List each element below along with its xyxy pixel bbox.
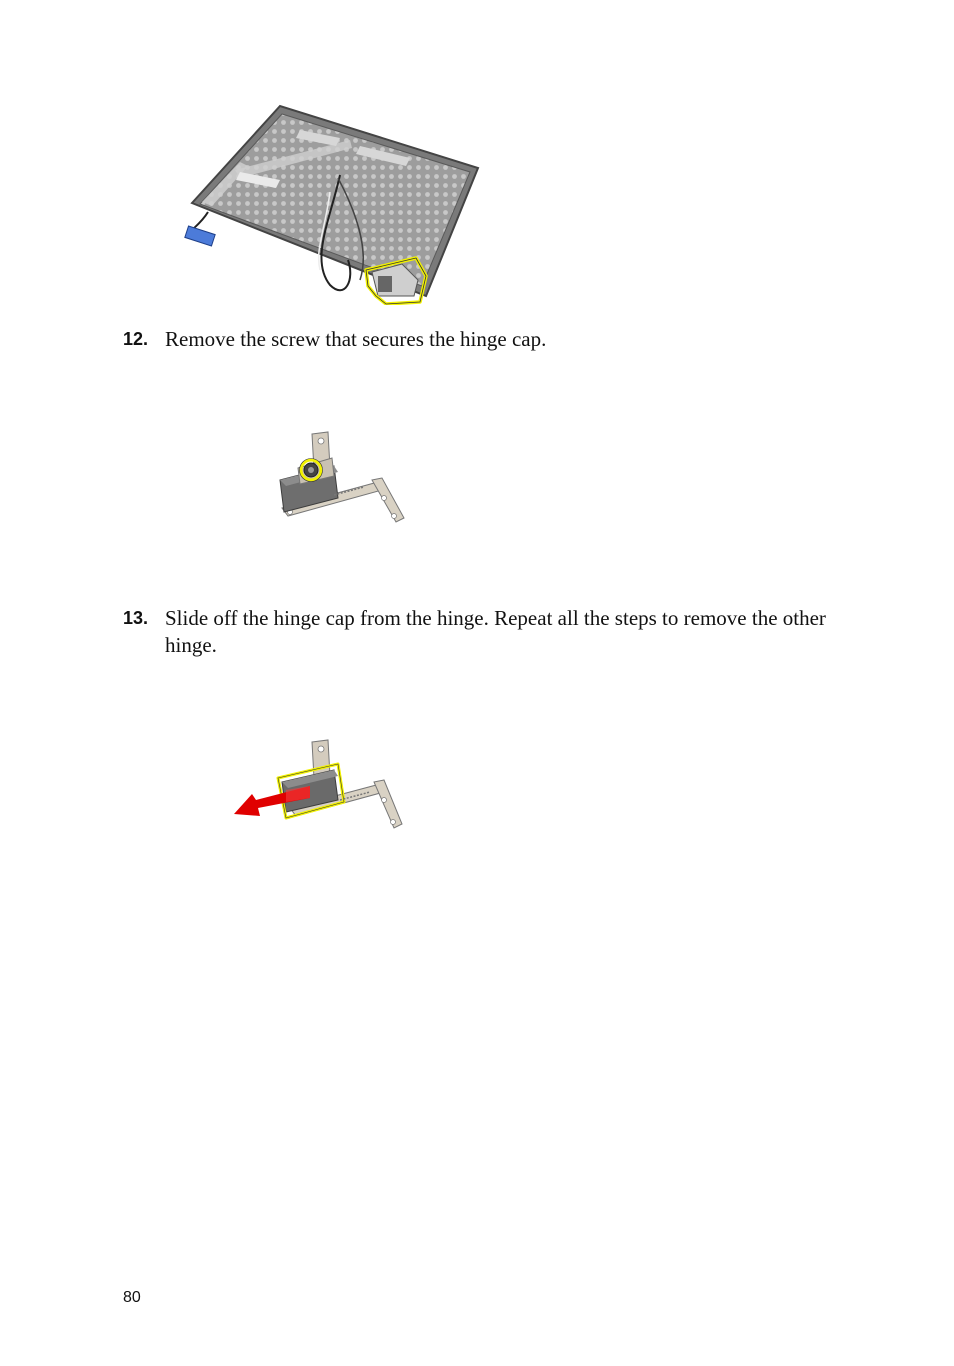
hinge-cap-slide-figure [230,736,410,836]
step-number: 12. [123,329,149,349]
step-12 [123,326,843,353]
step-number: 13. [123,608,149,628]
step-instruction: Remove the screw that secures the hinge cap. [165,327,547,351]
display-back-cover-figure [180,100,490,305]
step-instruction: Slide off the hinge cap from the hinge. Repeat all the steps to remove the other hinge. [165,606,826,657]
hinge-screw-figure [272,428,412,533]
page-number: 80 [123,1289,141,1306]
step-13 [123,605,843,659]
